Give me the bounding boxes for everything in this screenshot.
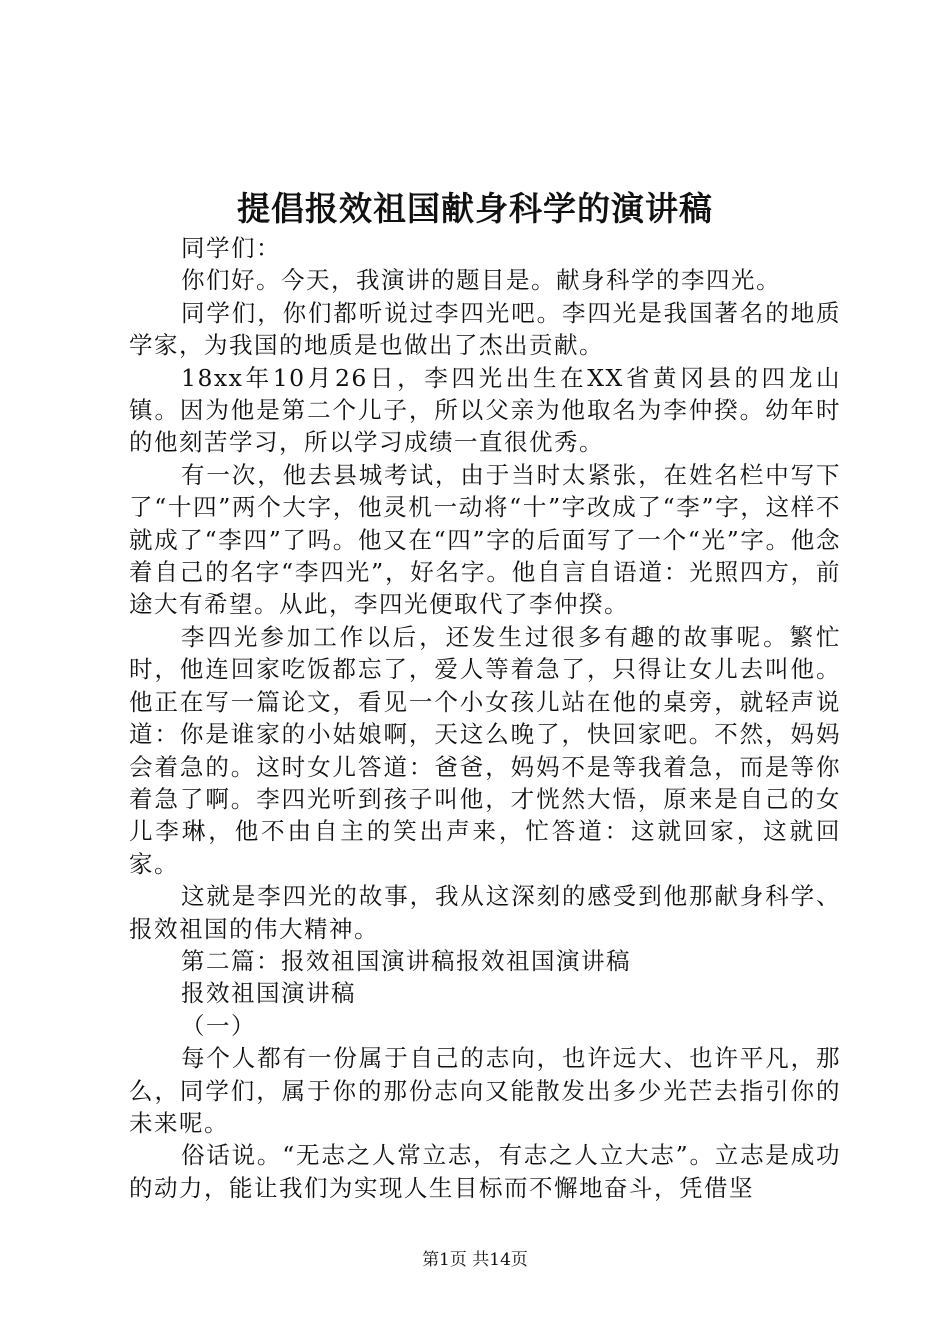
document-title: 提倡报效祖国献身科学的演讲稿 xyxy=(237,189,713,228)
page-footer: 第1页 共14页 xyxy=(422,1250,528,1270)
paragraph: 俗话说。“无志之人常立志，有志之人立大志”。立志是成功的动力，能让我们为实现人生目标而不懈地奋斗，凭借坚 xyxy=(129,1141,841,1202)
paragraph: 李四光参加工作以后，还发生过很多有趣的故事呢。繁忙时，他连回家吃饭都忘了，爱人等着急了，只得让女儿去叫他。他正在写一篇论文，看见一个小女孩儿站在他的桌旁，就轻声说道：你是谁家的小姑娘啊，天这么晚了，快回家吧。不然，妈妈会着急的。这时女儿答道：爸爸，妈妈不是等我着急，而是等你着急了啊。李四光听到孩子叫他，才恍然大悟，原来是自己的女儿李琳，他不由自主的笑出声来，忙答道：这就回家，这就回家。 xyxy=(129,622,841,878)
paragraph-greeting: 同学们： xyxy=(181,234,281,262)
section-heading: 第二篇：报效祖国演讲稿报效祖国演讲稿 xyxy=(181,946,631,975)
document-body xyxy=(129,232,841,1204)
paragraph: 有一次，他去县城考试，由于当时太紧张，在姓名栏中写下了“十四”两个大字，他灵机一动将“十”字改成了“李”字，这样不就成了“李四”了吗。他又在“四”字的后面写了一个“光”字。他念着自己的名字“李四光”，好名字。他自言自语道：光照四方，前途大有希望。从此，李四光便取代了李仲揆。 xyxy=(129,460,841,619)
paragraph: 这就是李四光的故事，我从这深刻的感受到他那献身科学、报效祖国的伟大精神。 xyxy=(129,882,841,943)
paragraph: 你们好。今天，我演讲的题目是。献身科学的李四光。 xyxy=(181,266,781,295)
paragraph: 18xx年10月26日，李四光出生在XX省黄冈县的四龙山镇。因为他是第二个儿子，所以父亲为他取名为李仲揆。幼年时的他刻苦学习，所以学习成绩一直很优秀。 xyxy=(129,363,841,457)
paragraph: 同学们，你们都听说过李四光吧。李四光是我国著名的地质学家，为我国的地质是也做出了杰出贡献。 xyxy=(129,298,841,360)
section-number: （一） xyxy=(181,1011,256,1040)
section-subheading: 报效祖国演讲稿 xyxy=(181,979,356,1008)
paragraph: 每个人都有一份属于自己的志向，也许远大、也许平凡，那么，同学们，属于你的那份志向又能散发出多少光芒去指引你的未来呢。 xyxy=(129,1044,841,1137)
